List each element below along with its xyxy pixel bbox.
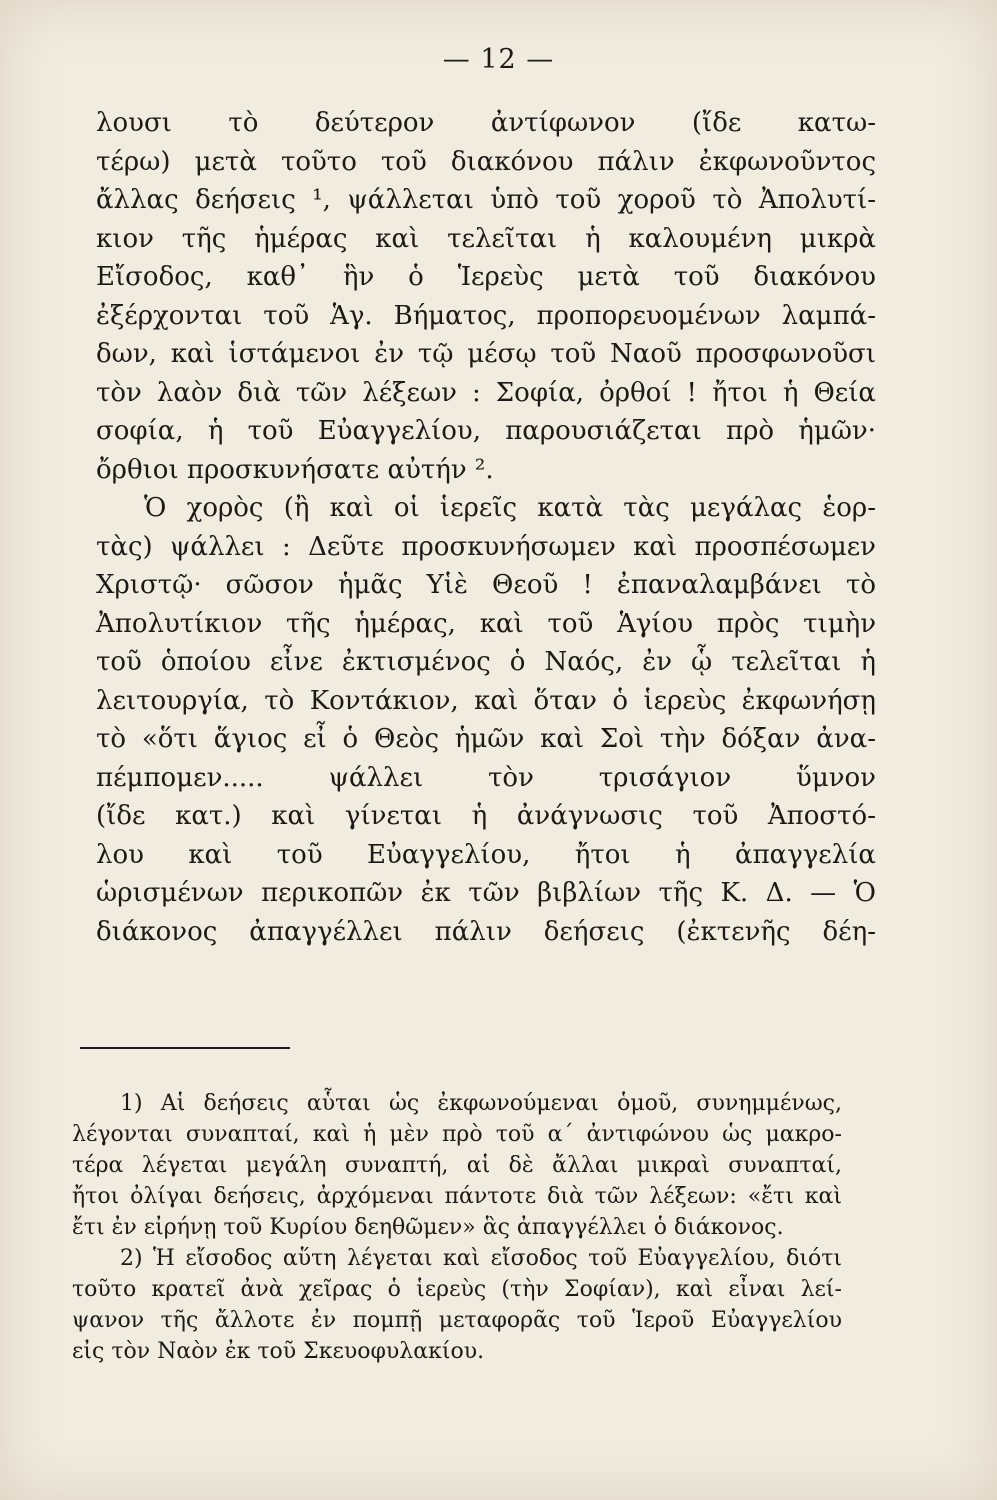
- text-line: Ἀπολυτίκιον τῆς ἡμέρας, καὶ τοῦ Ἁγίου πρὸς τιμὴν: [96, 608, 876, 639]
- footnote-line: 1) Αἱ δεήσεις αὗται ὡς ἐκφωνούμεναι ὁμοῦ, συνημμένως,: [120, 1091, 842, 1116]
- footnote-line: εἰς τὸν Ναὸν ἐκ τοῦ Σκευοφυλακίου.: [72, 1339, 485, 1364]
- footnote-line: 2) Ἡ εἴσοδος αὕτη λέγεται καὶ εἴσοδος τοῦ Εὐαγγελίου, διότι: [120, 1246, 842, 1271]
- text-line: τὸν λαὸν διὰ τῶν λέξεων : Σοφία, ὀρθοί ! ἤτοι ἡ Θεία: [96, 377, 876, 408]
- footnote-line: τέρα λέγεται μεγάλη συναπτή, αἱ δὲ ἄλλαι μικραὶ συναπταί,: [72, 1153, 842, 1178]
- text-line: Ὁ χορὸς (ἢ καὶ οἱ ἱερεῖς κατὰ τὰς μεγάλας ἑορ-: [144, 493, 876, 523]
- text-line: Εἴσοδος, καθ᾿ ἣν ὁ Ἱερεὺς μετὰ τοῦ διακόνου: [96, 262, 876, 292]
- footnote-divider: [80, 1047, 290, 1049]
- text-line: λειτουργία, τὸ Κοντάκιον, καὶ ὅταν ὁ ἱερεὺς ἐκφωνήσῃ: [96, 685, 876, 716]
- footnote-line: λέγονται συναπταί, καὶ ἡ μὲν πρὸ τοῦ α΄ ἀντιφώνου ὡς μακρο-: [72, 1122, 842, 1147]
- text-line: διάκονος ἀπαγγέλλει πάλιν δεήσεις (ἐκτενῆς δέη-: [96, 916, 876, 947]
- footnote-line: ἤτοι ὀλίγαι δεήσεις, ἀρχόμεναι πάντοτε διὰ τῶν λέξεων: «ἔτι καὶ: [72, 1184, 842, 1209]
- text-line: (ἴδε κατ.) καὶ γίνεται ἡ ἀνάγνωσις τοῦ Ἀποστό-: [96, 801, 876, 831]
- footnotes: [72, 1088, 842, 1367]
- text-line: σοφία, ἡ τοῦ Εὐαγγελίου, παρουσιάζεται πρὸ ἡμῶν·: [96, 416, 876, 446]
- text-line: πέμπομεν..... ψάλλει τὸν τρισάγιον ὕμνον: [96, 762, 876, 793]
- text-line: τὰς) ψάλλει : Δεῦτε προσκυνήσωμεν καὶ προσπέσωμεν: [96, 531, 876, 562]
- footnote-line: ψανον τῆς ἄλλοτε ἐν πομπῇ μεταφορᾶς τοῦ Ἱεροῦ Εὐαγγελίου: [72, 1308, 842, 1333]
- footnote-line: τοῦτο κρατεῖ ἀνὰ χεῖρας ὁ ἱερεὺς (τὴν Σοφίαν), καὶ εἶναι λεί-: [72, 1277, 842, 1302]
- text-line: ὡρισμένων περικοπῶν ἐκ τῶν βιβλίων τῆς Κ. Δ. — Ὁ: [96, 878, 876, 908]
- text-line: λου καὶ τοῦ Εὐαγγελίου, ἤτοι ἡ ἀπαγγελία: [96, 839, 876, 870]
- text-line: Χριστῷ· σῶσον ἡμᾶς Υἱὲ Θεοῦ ! ἐπαναλαμβάνει τὸ: [96, 570, 876, 600]
- text-line: τέρω) μετὰ τοῦτο τοῦ διακόνου πάλιν ἐκφωνοῦντος: [96, 146, 876, 177]
- body-text: [96, 104, 876, 951]
- text-line: ἐξέρχονται τοῦ Ἁγ. Βήματος, προπορευομένων λαμπά-: [96, 300, 876, 331]
- text-line: κιον τῆς ἡμέρας καὶ τελεῖται ἡ καλουμένη μικρὰ: [96, 223, 876, 254]
- text-line: τοῦ ὁποίου εἶνε ἐκτισμένος ὁ Ναός, ἐν ᾧ τελεῖται ἡ: [96, 647, 876, 677]
- text-line: ὄρθιοι προσκυνήσατε αὐτήν ².: [96, 454, 494, 485]
- text-line: ἄλλας δεήσεις ¹, ψάλλεται ὑπὸ τοῦ χοροῦ τὸ Ἀπολυτί-: [96, 185, 876, 215]
- text-line: λουσι τὸ δεύτερον ἀντίφωνον (ἴδε κατω-: [96, 108, 876, 138]
- text-line: δων, καὶ ἱστάμενοι ἐν τῷ μέσῳ τοῦ Ναοῦ προσφωνοῦσι: [96, 339, 876, 369]
- footnote-line: ἔτι ἐν εἰρήνῃ τοῦ Κυρίου δεηθῶμεν» ἃς ἀπαγγέλλει ὁ διάκονος.: [72, 1215, 784, 1240]
- page-number: — 12 —: [442, 44, 555, 75]
- text-line: τὸ «ὅτι ἅγιος εἶ ὁ Θεὸς ἡμῶν καὶ Σοὶ τὴν δόξαν ἀνα-: [96, 724, 876, 754]
